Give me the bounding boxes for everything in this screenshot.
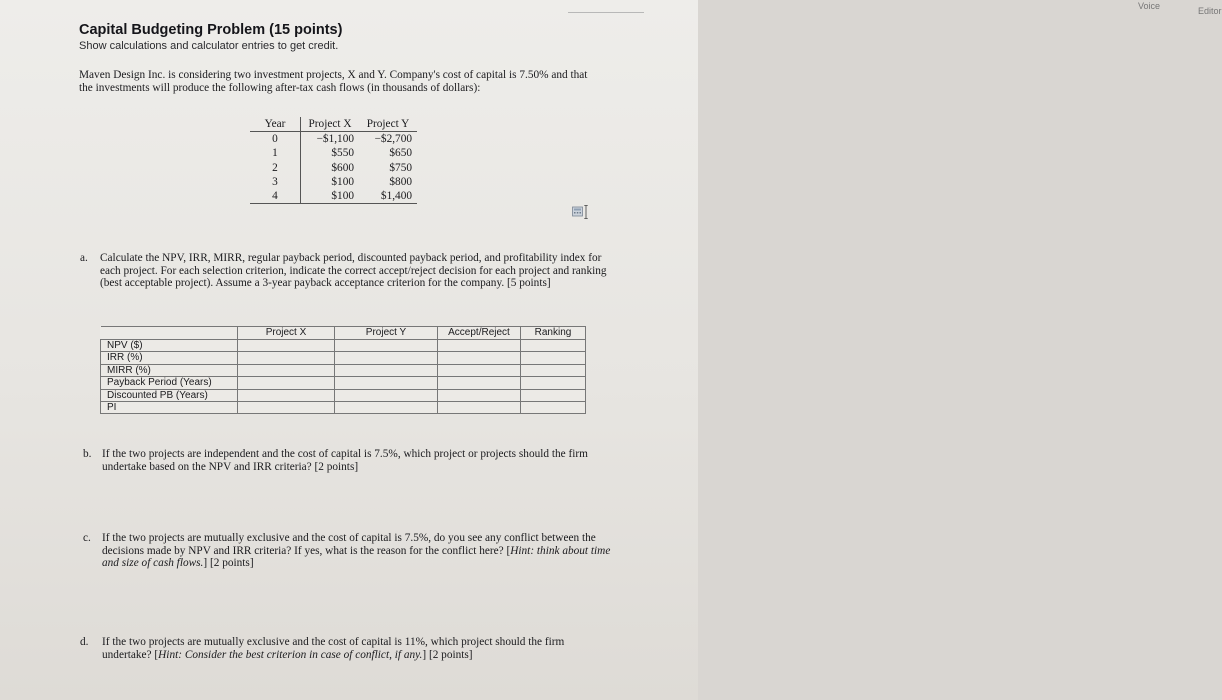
- question-d-label: d.: [80, 636, 89, 648]
- question-d-body: If the two projects are mutually exclusive and the cost of capital is 11%, which project should the firm undertake? [: [102, 636, 565, 661]
- question-a-text: Calculate the NPV, IRR, MIRR, regular payback period, discounted payback period, and profitability index for each project. For each selection criterion, indicate the correct accept/reject decision for each project and ranking (best acceptable project). Assume a 3-year payback acceptance criterion for the company. [5 points]: [100, 252, 607, 290]
- editor-toolbar: [548, 0, 1222, 22]
- cash-flow-y: $650: [389, 147, 412, 160]
- answer-row-label: NPV ($): [101, 340, 238, 352]
- question-d-points: ] [2 points]: [422, 648, 473, 661]
- cash-flow-year: 1: [250, 146, 301, 160]
- question-c-hint-label: Hint:: [510, 544, 535, 557]
- answer-row-label: PI: [101, 402, 238, 414]
- question-b-label: b.: [83, 448, 92, 460]
- cash-flow-row: [250, 189, 417, 204]
- answer-table: [100, 326, 586, 414]
- cash-flow-year: 0: [250, 132, 301, 147]
- cash-flow-year: 2: [250, 161, 301, 175]
- cash-flow-x: $550: [331, 147, 354, 160]
- answer-cell[interactable]: [335, 340, 438, 352]
- cash-flow-row: [250, 161, 417, 175]
- answer-row: [101, 340, 586, 352]
- cash-flow-row: [250, 132, 417, 147]
- answer-cell[interactable]: [438, 377, 521, 389]
- answer-row-label: MIRR (%): [101, 364, 238, 376]
- answer-header-project-x: Project X: [238, 327, 335, 340]
- problem-intro: Maven Design Inc. is considering two investment projects, X and Y. Company's cost of capital is 7.50% and that the investments will produce the following after-tax cash flows (in thousands of dollars):: [79, 69, 588, 94]
- cash-flow-x: $100: [331, 175, 354, 188]
- answer-cell[interactable]: [238, 352, 335, 364]
- answer-cell[interactable]: [521, 352, 586, 364]
- question-b-text: If the two projects are independent and the cost of capital is 7.5%, which project or projects should the firm undertake based on the NPV and IRR criteria? [2 points]: [102, 448, 588, 473]
- question-d-hint-label: Hint:: [158, 648, 182, 661]
- answer-row: [101, 389, 586, 401]
- cash-flow-x: −$1,100: [316, 133, 354, 145]
- answer-cell[interactable]: [521, 402, 586, 414]
- toolbar-divider: [568, 12, 644, 13]
- question-a-label: a.: [80, 252, 88, 264]
- cash-flow-row: [250, 175, 417, 189]
- cash-flow-y: $1,400: [359, 189, 417, 204]
- answer-cell[interactable]: [438, 402, 521, 414]
- answer-header-ranking: Ranking: [521, 327, 586, 340]
- page-subtitle: Show calculations and calculator entries to get credit.: [79, 40, 339, 52]
- answer-header-project-y: Project Y: [335, 327, 438, 340]
- answer-cell[interactable]: [335, 352, 438, 364]
- cash-flow-header-year: Year: [250, 117, 301, 132]
- answer-row: [101, 402, 586, 414]
- cash-flow-y: $800: [389, 175, 412, 188]
- answer-cell[interactable]: [438, 340, 521, 352]
- answer-cell[interactable]: [335, 364, 438, 376]
- cash-flow-x: $600: [331, 161, 354, 174]
- answer-header-accept-reject: Accept/Reject: [438, 327, 521, 340]
- answer-row: [101, 364, 586, 376]
- answer-row: [101, 352, 586, 364]
- cash-flow-y: $750: [389, 161, 412, 174]
- answer-cell[interactable]: [335, 402, 438, 414]
- page-title: Capital Budgeting Problem (15 points): [79, 22, 343, 38]
- cash-flow-header-project-x: Project X: [301, 117, 360, 132]
- answer-table-corner: [101, 327, 238, 340]
- answer-row-label: Discounted PB (Years): [101, 389, 238, 401]
- question-c-hint: think about time and size of cash flows.: [102, 544, 611, 570]
- question-c-body: If the two projects are mutually exclusive and the cost of capital is 7.5%, do you see any conflict between the decisions made by NPV and IRR criteria? If yes, what is the reason for the conflict here? [: [102, 532, 596, 557]
- cash-flow-year: 3: [250, 175, 301, 189]
- voice-button[interactable]: Voice: [1138, 1, 1161, 11]
- answer-cell[interactable]: [438, 352, 521, 364]
- answer-cell[interactable]: [238, 377, 335, 389]
- cash-flow-y: −$2,700: [374, 133, 412, 145]
- answer-row-label: IRR (%): [101, 352, 238, 364]
- answer-row: [101, 377, 586, 389]
- editor-button[interactable]: Editor: [1198, 6, 1222, 16]
- answer-cell[interactable]: [521, 364, 586, 376]
- answer-cell[interactable]: [438, 389, 521, 401]
- answer-cell[interactable]: [438, 364, 521, 376]
- cash-flow-header-project-y: Project Y: [359, 117, 417, 132]
- answer-cell[interactable]: [521, 389, 586, 401]
- cash-flow-row: [250, 146, 417, 160]
- question-c-points: ] [2 points]: [203, 557, 254, 570]
- cash-flow-x: $100: [301, 189, 360, 204]
- answer-cell[interactable]: [238, 402, 335, 414]
- question-c-text: [102, 532, 612, 570]
- answer-cell[interactable]: [335, 377, 438, 389]
- answer-cell[interactable]: [521, 377, 586, 389]
- answer-cell[interactable]: [335, 389, 438, 401]
- cash-flow-year: 4: [250, 189, 301, 204]
- answer-cell[interactable]: [238, 364, 335, 376]
- answer-row-label: Payback Period (Years): [101, 377, 238, 389]
- question-d-text: [102, 636, 612, 661]
- answer-cell[interactable]: [238, 389, 335, 401]
- question-c-label: c.: [83, 532, 91, 544]
- calculator-icon[interactable]: [572, 205, 590, 219]
- answer-cell[interactable]: [521, 340, 586, 352]
- answer-cell[interactable]: [238, 340, 335, 352]
- cash-flow-table: [250, 117, 417, 204]
- question-d-hint: Consider the best criterion in case of conflict, if any.: [184, 648, 423, 661]
